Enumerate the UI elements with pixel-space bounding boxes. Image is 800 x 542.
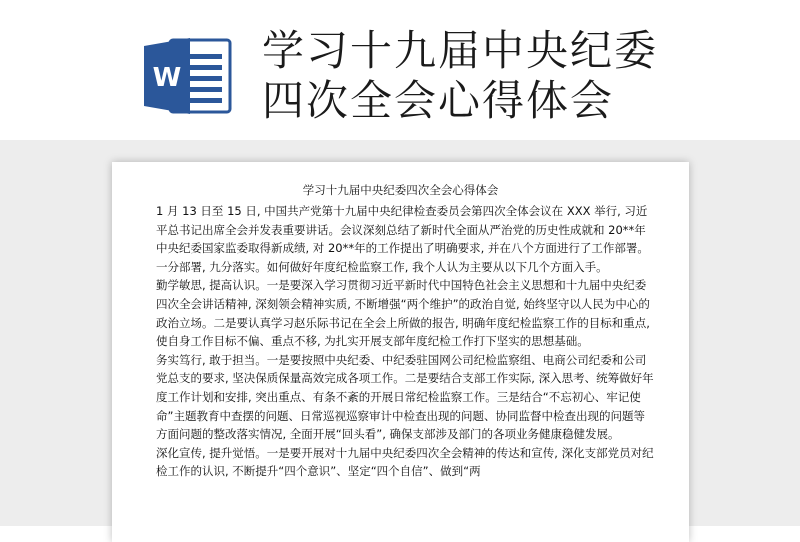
paragraph: 务实笃行, 敢于担当。一是要按照中央纪委、中纪委驻国网公司纪检监察组、电商公司纪委和公司党总支的要求, 坚决保质保量高效完成各项工作。二是要结合支部工作实际, 深入思考、统筹做好年度工作计划和安排, 突出重点、有条不紊的开展日常纪检监察工作。三是结合“不忘初心、牢记使命”主题教育中查摆的问题、日常巡视巡察审计中检查出现的问题、协同监督中检查出现的问题等方面问题的整改落实情况, 全面开展“回头看”, 确保支部涉及部门的各项业务健康稳健发展。 bbox=[156, 352, 654, 442]
page-title-line-1: 学习十九届中央纪委 bbox=[262, 26, 659, 75]
header-banner bbox=[0, 0, 800, 140]
document-title: 学习十九届中央纪委四次全会心得体会 bbox=[302, 183, 499, 197]
document-body bbox=[156, 202, 656, 481]
paragraph: 1 月 13 日至 15 日, 中国共产党第十九届中央纪律检查委员会第四次全体会议在 XXX 举行, 习近平总书记出席全会并发表重要讲话。会议深刻总结了新时代全面从严治党的历史性成就和 20**年中央纪委国家监委取得新成绩, 对 20**年的工作提出了明确要求, 并在八个方面进行了工作部署。 bbox=[156, 204, 649, 256]
paragraph: 一分部署, 九分落实。如何做好年度纪检监察工作, 我个人认为主要从以下几个方面入手。 bbox=[156, 259, 608, 274]
paragraph: 勤学敏思, 提高认识。一是要深入学习贯彻习近平新时代中国特色社会主义思想和十九届中央纪委四次全会讲话精神, 深刻领会精神实质, 不断增强“两个维护”的政治自觉, 始终坚守以人民为中心的政治立场。二是要认真学习赵乐际书记在全会上所做的报告, 明确年度纪检监察工作的目标和重点, 使自身工作目标不偏、重点不移, 为扎实开展支部年度纪检工作打下坚实的思想基础。 bbox=[156, 278, 650, 349]
word-icon-letter: W bbox=[152, 63, 182, 93]
paragraph: 深化宣传, 提升觉悟。一是要开展对十九届中央纪委四次全会精神的传达和宣传, 深化支部党员对纪检工作的认识, 不断提升“四个意识”、坚定“四个自信”、做到“两 bbox=[156, 445, 654, 479]
page-title-line-2: 四次全会心得体会 bbox=[262, 76, 615, 125]
page-title bbox=[262, 26, 782, 126]
document-page bbox=[112, 162, 689, 542]
word-document-icon bbox=[140, 34, 234, 118]
